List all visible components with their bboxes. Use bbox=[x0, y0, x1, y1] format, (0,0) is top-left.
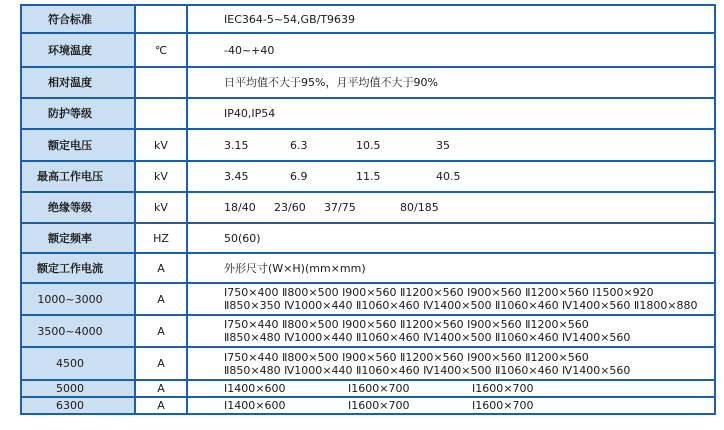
row-unit: A bbox=[135, 397, 187, 414]
row-value: Ⅰ750×440 Ⅱ800×500 Ⅰ900×560 Ⅱ1200×560 Ⅰ900×560 Ⅱ1200×560 Ⅱ850×480 Ⅳ1000×440 Ⅱ1060×460 Ⅳ1400×500 Ⅱ1060×460 Ⅳ1400×560 bbox=[187, 315, 715, 347]
table-row bbox=[21, 253, 715, 283]
row-unit: kV bbox=[135, 161, 187, 192]
row-value: 日平均值不大于95%，月平均值不大于90% bbox=[187, 67, 715, 98]
row-label: 环境温度 bbox=[21, 33, 135, 67]
row-label: 5000 bbox=[21, 380, 135, 397]
row-label: 3500~4000 bbox=[21, 315, 135, 347]
row-value: 外形尺寸(W×H)(mm×mm) bbox=[187, 253, 715, 283]
table-row bbox=[21, 283, 715, 315]
row-unit: HZ bbox=[135, 223, 187, 253]
row-label: 1000~3000 bbox=[21, 283, 135, 315]
table-row bbox=[21, 192, 715, 223]
row-value: Ⅰ750×400 Ⅱ800×500 Ⅰ900×560 Ⅱ1200×560 Ⅰ900×560 Ⅱ1200×560 Ⅰ1500×920 Ⅱ850×350 Ⅳ1000×440 Ⅱ1060×460 Ⅳ1400×500 Ⅱ1060×460 Ⅳ1400×560 Ⅱ1800×880 bbox=[187, 283, 715, 315]
row-unit: A bbox=[135, 283, 187, 315]
row-value: 3.45 6.9 11.5 40.5 bbox=[187, 161, 715, 192]
table-row bbox=[21, 5, 715, 33]
spec-table bbox=[20, 4, 716, 415]
row-value: 18/40 23/60 37/75 80/185 bbox=[187, 192, 715, 223]
row-unit: kV bbox=[135, 129, 187, 161]
row-label: 最高工作电压 bbox=[21, 161, 135, 192]
row-label: 防护等级 bbox=[21, 98, 135, 129]
row-unit: A bbox=[135, 380, 187, 397]
row-label: 符合标准 bbox=[21, 5, 135, 33]
row-value: 50(60) bbox=[187, 223, 715, 253]
table-row bbox=[21, 98, 715, 129]
row-unit bbox=[135, 5, 187, 33]
row-unit: A bbox=[135, 347, 187, 380]
table-row bbox=[21, 315, 715, 347]
row-value: Ⅰ1400×600 Ⅰ1600×700 Ⅰ1600×700 bbox=[187, 380, 715, 397]
row-unit: kV bbox=[135, 192, 187, 223]
row-value: Ⅰ1400×600 Ⅰ1600×700 Ⅰ1600×700 bbox=[187, 397, 715, 414]
table-row bbox=[21, 347, 715, 380]
row-value: IP40,IP54 bbox=[187, 98, 715, 129]
row-unit bbox=[135, 67, 187, 98]
table-row bbox=[21, 129, 715, 161]
row-label: 额定工作电流 bbox=[21, 253, 135, 283]
row-label: 相对温度 bbox=[21, 67, 135, 98]
table-row bbox=[21, 380, 715, 397]
row-value: Ⅰ750×440 Ⅱ800×500 Ⅰ900×560 Ⅱ1200×560 Ⅰ900×560 Ⅱ1200×560 Ⅱ850×480 Ⅳ1000×440 Ⅱ1060×460 Ⅳ1400×500 Ⅱ1060×460 Ⅳ1400×560 bbox=[187, 347, 715, 380]
row-unit bbox=[135, 98, 187, 129]
row-unit: A bbox=[135, 315, 187, 347]
table-row bbox=[21, 67, 715, 98]
row-label: 绝缘等级 bbox=[21, 192, 135, 223]
row-unit: ℃ bbox=[135, 33, 187, 67]
row-label: 4500 bbox=[21, 347, 135, 380]
table-row bbox=[21, 33, 715, 67]
row-label: 6300 bbox=[21, 397, 135, 414]
row-unit: A bbox=[135, 253, 187, 283]
table-row bbox=[21, 397, 715, 414]
row-label: 额定电压 bbox=[21, 129, 135, 161]
table-row bbox=[21, 161, 715, 192]
row-label: 额定频率 bbox=[21, 223, 135, 253]
row-value: 3.15 6.3 10.5 35 bbox=[187, 129, 715, 161]
row-value: -40~+40 bbox=[187, 33, 715, 67]
table-row bbox=[21, 223, 715, 253]
row-value: IEC364-5~54,GB/T9639 bbox=[187, 5, 715, 33]
